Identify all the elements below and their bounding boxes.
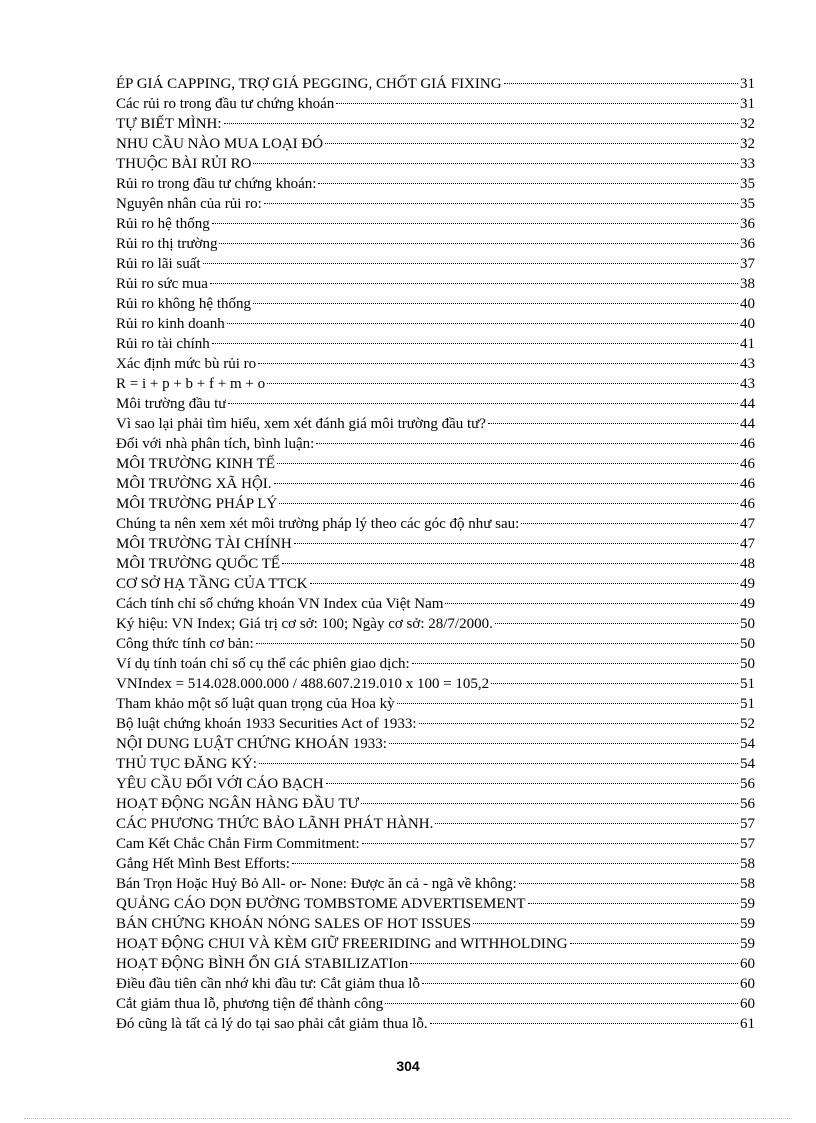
toc-dot-leader	[310, 583, 738, 584]
toc-dot-leader	[203, 263, 738, 264]
toc-entry-title: Ký hiệu: VN Index; Giá trị cơ sở: 100; Ngày cơ sở: 28/7/2000.	[116, 616, 493, 632]
toc-entry-page: 40	[740, 296, 755, 312]
toc-entry	[116, 294, 755, 314]
toc-dot-leader	[504, 83, 738, 84]
toc-entry	[116, 334, 755, 354]
toc-entry-title: HOẠT ĐỘNG CHUI VÀ KÈM GIỮ FREERIDING and WITHHOLDING	[116, 936, 568, 952]
toc-dot-leader	[422, 983, 738, 984]
toc-entry	[116, 594, 755, 614]
toc-entry-page: 36	[740, 216, 755, 232]
toc-entry-page: 57	[740, 836, 755, 852]
toc-entry-title: YÊU CẦU ĐỐI VỚI CÁO BẠCH	[116, 776, 324, 792]
toc-entry-title: Ví dụ tính toán chỉ số cụ thể các phiên giao dịch:	[116, 656, 410, 672]
toc-entry-page: 37	[740, 256, 755, 272]
toc-entry	[116, 734, 755, 754]
toc-entry	[116, 254, 755, 274]
toc-entry-page: 31	[740, 96, 755, 112]
toc-dot-leader	[264, 203, 738, 204]
toc-entry-title: Gắng Hết Mình Best Efforts:	[116, 856, 290, 872]
toc-entry-title: Rủi ro thị trường	[116, 236, 218, 252]
toc-dot-leader	[277, 463, 738, 464]
toc-dot-leader	[473, 923, 738, 924]
toc-dot-leader	[228, 403, 738, 404]
toc-entry	[116, 554, 755, 574]
toc-entry	[116, 574, 755, 594]
toc-entry-page: 60	[740, 996, 755, 1012]
toc-entry	[116, 974, 755, 994]
toc-entry-page: 51	[740, 696, 755, 712]
toc-entry	[116, 94, 755, 114]
toc-dot-leader	[362, 843, 738, 844]
toc-entry-page: 33	[740, 156, 755, 172]
toc-entry-title: Nguyên nhân của rủi ro:	[116, 196, 262, 212]
toc-entry-page: 46	[740, 496, 755, 512]
toc-entry	[116, 854, 755, 874]
toc-entry-title: MÔI TRƯỜNG XÃ HỘI.	[116, 476, 272, 492]
toc-dot-leader	[519, 883, 738, 884]
toc-entry-title: Rủi ro sức mua	[116, 276, 208, 292]
toc-entry	[116, 374, 755, 394]
table-of-contents	[116, 74, 755, 1034]
toc-dot-leader	[294, 543, 738, 544]
toc-entry	[116, 414, 755, 434]
toc-dot-leader	[385, 1003, 738, 1004]
toc-entry	[116, 994, 755, 1014]
toc-entry-title: NỘI DUNG LUẬT CHỨNG KHOÁN 1933:	[116, 736, 387, 752]
toc-entry	[116, 814, 755, 834]
toc-entry-page: 60	[740, 956, 755, 972]
toc-entry	[116, 434, 755, 454]
toc-entry-page: 51	[740, 676, 755, 692]
toc-dot-leader	[227, 323, 738, 324]
toc-entry-title: QUẢNG CÁO DỌN ĐƯỜNG TOMBSTOME ADVERTISEMENT	[116, 896, 526, 912]
toc-entry-page: 47	[740, 516, 755, 532]
toc-entry-page: 54	[740, 736, 755, 752]
toc-entry-page: 49	[740, 596, 755, 612]
toc-dot-leader	[361, 803, 738, 804]
toc-entry	[116, 934, 755, 954]
toc-entry-page: 43	[740, 376, 755, 392]
toc-entry	[116, 274, 755, 294]
toc-entry-page: 32	[740, 116, 755, 132]
toc-entry	[116, 394, 755, 414]
toc-dot-leader	[419, 723, 738, 724]
toc-entry-page: 54	[740, 756, 755, 772]
toc-entry	[116, 834, 755, 854]
toc-entry-title: VNIndex = 514.028.000.000 / 488.607.219.010 x 100 = 105,2	[116, 676, 490, 692]
toc-entry-title: CƠ SỞ HẠ TẦNG CỦA TTCK	[116, 576, 308, 592]
toc-dot-leader	[318, 183, 738, 184]
toc-entry-title: Rủi ro hệ thống	[116, 216, 210, 232]
toc-entry	[116, 494, 755, 514]
toc-entry	[116, 214, 755, 234]
toc-entry	[116, 654, 755, 674]
toc-dot-leader	[212, 343, 738, 344]
toc-entry	[116, 954, 755, 974]
toc-entry	[116, 354, 755, 374]
toc-entry-page: 47	[740, 536, 755, 552]
toc-entry	[116, 74, 755, 94]
toc-entry	[116, 194, 755, 214]
toc-entry-title: Bộ luật chứng khoán 1933 Securities Act of 1933:	[116, 716, 417, 732]
toc-entry-page: 58	[740, 856, 755, 872]
footer-divider	[24, 1118, 792, 1119]
toc-entry	[116, 114, 755, 134]
toc-dot-leader	[410, 963, 738, 964]
toc-entry	[116, 914, 755, 934]
toc-entry-title: NHU CẦU NÀO MUA LOẠI ĐÓ	[116, 136, 324, 152]
toc-entry-page: 58	[740, 876, 755, 892]
toc-entry	[116, 614, 755, 634]
toc-entry-page: 61	[740, 1016, 755, 1032]
toc-entry-page: 48	[740, 556, 755, 572]
toc-entry-title: Điều đầu tiên cần nhớ khi đầu tư: Cắt giảm thua lỗ	[116, 976, 420, 992]
toc-entry-page: 57	[740, 816, 755, 832]
toc-entry-title: Rủi ro trong đầu tư chứng khoán:	[116, 176, 317, 192]
toc-entry-page: 44	[740, 396, 755, 412]
toc-dot-leader	[336, 103, 738, 104]
toc-entry	[116, 754, 755, 774]
toc-entry-title: Công thức tính cơ bản:	[116, 636, 254, 652]
toc-dot-leader	[256, 643, 738, 644]
toc-entry	[116, 794, 755, 814]
toc-dot-leader	[219, 243, 738, 244]
toc-entry-title: HOẠT ĐỘNG BÌNH ỔN GIÁ STABILIZATIon	[116, 956, 409, 972]
toc-dot-leader	[279, 503, 738, 504]
toc-entry	[116, 474, 755, 494]
toc-entry-title: Đó cũng là tất cả lý do tại sao phải cắt giảm thua lỗ.	[116, 1016, 428, 1032]
toc-dot-leader	[412, 663, 738, 664]
toc-entry-title: ÉP GIÁ CAPPING, TRỢ GIÁ PEGGING, CHỐT GIÁ FIXING	[116, 76, 502, 92]
toc-entry	[116, 174, 755, 194]
toc-entry-page: 36	[740, 236, 755, 252]
toc-entry	[116, 874, 755, 894]
toc-entry	[116, 234, 755, 254]
toc-entry-title: R = i + p + b + f + m + o	[116, 376, 266, 392]
toc-dot-leader	[267, 383, 738, 384]
toc-entry-title: Chúng ta nên xem xét môi trường pháp lý theo các góc độ như sau:	[116, 516, 520, 532]
toc-entry-page: 52	[740, 716, 755, 732]
toc-entry-page: 41	[740, 336, 755, 352]
page-number: 304	[396, 1058, 420, 1074]
toc-entry-title: CÁC PHƯƠNG THỨC BẢO LÃNH PHÁT HÀNH.	[116, 816, 434, 832]
toc-dot-leader	[210, 283, 738, 284]
toc-entry-title: Rủi ro kinh doanh	[116, 316, 225, 332]
toc-dot-leader	[445, 603, 738, 604]
toc-dot-leader	[430, 1023, 738, 1024]
toc-dot-leader	[316, 443, 738, 444]
toc-entry-page: 43	[740, 356, 755, 372]
toc-entry-title: Cách tính chỉ số chứng khoán VN Index của Việt Nam	[116, 596, 444, 612]
toc-entry-page: 46	[740, 456, 755, 472]
toc-dot-leader	[325, 143, 738, 144]
toc-entry	[116, 634, 755, 654]
toc-dot-leader	[274, 483, 738, 484]
toc-entry-page: 60	[740, 976, 755, 992]
toc-entry	[116, 694, 755, 714]
toc-entry-page: 59	[740, 916, 755, 932]
toc-dot-leader	[292, 863, 738, 864]
toc-entry	[116, 454, 755, 474]
toc-dot-leader	[259, 763, 738, 764]
toc-entry-page: 59	[740, 896, 755, 912]
toc-entry-page: 50	[740, 636, 755, 652]
toc-entry-title: MÔI TRƯỜNG TÀI CHÍNH	[116, 536, 292, 552]
toc-entry-title: HOẠT ĐỘNG NGÂN HÀNG ĐẦU TƯ	[116, 796, 360, 812]
toc-entry-page: 46	[740, 436, 755, 452]
toc-dot-leader	[389, 743, 738, 744]
toc-entry	[116, 714, 755, 734]
toc-entry-page: 56	[740, 796, 755, 812]
toc-entry-title: BÁN CHỨNG KHOÁN NÓNG SALES OF HOT ISSUES	[116, 916, 472, 932]
toc-entry-page: 38	[740, 276, 755, 292]
toc-entry	[116, 774, 755, 794]
toc-entry	[116, 894, 755, 914]
toc-entry-page: 40	[740, 316, 755, 332]
toc-entry-page: 31	[740, 76, 755, 92]
toc-entry-page: 50	[740, 656, 755, 672]
toc-entry-title: THUỘC BÀI RỦI RO	[116, 156, 252, 172]
toc-entry-title: Môi trường đầu tư	[116, 396, 227, 412]
toc-entry-title: MÔI TRƯỜNG PHÁP LÝ	[116, 496, 278, 512]
toc-entry-title: Bán Trọn Hoặc Huỷ Bỏ All- or- None: Được ăn cả - ngã về không:	[116, 876, 517, 892]
toc-entry-title: TỰ BIẾT MÌNH:	[116, 116, 222, 132]
toc-dot-leader	[435, 823, 738, 824]
toc-dot-leader	[212, 223, 738, 224]
toc-entry-title: Đối với nhà phân tích, bình luận:	[116, 436, 315, 452]
toc-entry	[116, 514, 755, 534]
toc-dot-leader	[253, 303, 738, 304]
toc-entry-title: THỦ TỤC ĐĂNG KÝ:	[116, 756, 257, 772]
toc-entry-page: 59	[740, 936, 755, 952]
toc-dot-leader	[521, 523, 738, 524]
toc-entry	[116, 314, 755, 334]
toc-dot-leader	[253, 163, 738, 164]
toc-entry-title: MÔI TRƯỜNG KINH TẾ	[116, 456, 275, 472]
toc-entry-title: Cắt giảm thua lỗ, phương tiện để thành công	[116, 996, 384, 1012]
toc-dot-leader	[488, 423, 738, 424]
toc-entry-title: Các rủi ro trong đầu tư chứng khoán	[116, 96, 335, 112]
toc-entry-page: 35	[740, 176, 755, 192]
toc-entry-title: Vì sao lại phải tìm hiểu, xem xét đánh giá môi trường đầu tư?	[116, 416, 486, 432]
toc-dot-leader	[397, 703, 738, 704]
toc-entry-title: Rủi ro tài chính	[116, 336, 210, 352]
toc-entry	[116, 674, 755, 694]
toc-entry-page: 35	[740, 196, 755, 212]
toc-dot-leader	[491, 683, 738, 684]
toc-entry-title: MÔI TRƯỜNG QUỐC TẾ	[116, 556, 281, 572]
toc-entry-title: Cam Kết Chắc Chắn Firm Commitment:	[116, 836, 360, 852]
toc-entry-page: 49	[740, 576, 755, 592]
toc-entry-page: 56	[740, 776, 755, 792]
toc-dot-leader	[528, 903, 738, 904]
toc-dot-leader	[326, 783, 738, 784]
toc-entry-title: Tham khảo một số luật quan trọng của Hoa kỳ	[116, 696, 395, 712]
toc-entry-page: 50	[740, 616, 755, 632]
toc-dot-leader	[495, 623, 738, 624]
toc-entry	[116, 134, 755, 154]
toc-entry-title: Xác định mức bù rủi ro	[116, 356, 257, 372]
toc-dot-leader	[570, 943, 738, 944]
toc-dot-leader	[282, 563, 738, 564]
toc-entry-page: 46	[740, 476, 755, 492]
toc-entry	[116, 534, 755, 554]
toc-entry-page: 32	[740, 136, 755, 152]
toc-entry	[116, 1014, 755, 1034]
toc-entry-page: 44	[740, 416, 755, 432]
toc-entry-title: Rủi ro lãi suất	[116, 256, 201, 272]
toc-dot-leader	[224, 123, 738, 124]
toc-entry	[116, 154, 755, 174]
toc-entry-title: Rủi ro không hệ thống	[116, 296, 251, 312]
toc-dot-leader	[258, 363, 738, 364]
